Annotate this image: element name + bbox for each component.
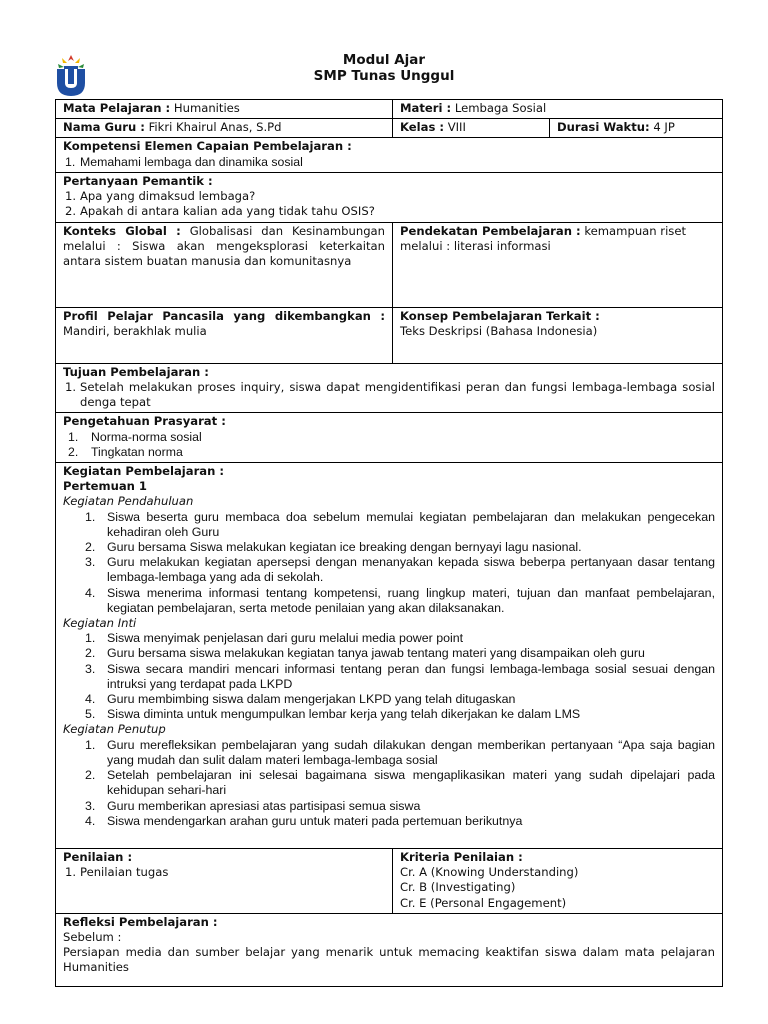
list-item: 1. Norma-norma sosial (68, 429, 202, 444)
kegiatan-label: Kegiatan Pembelajaran : (63, 464, 225, 479)
mapel-value: Humanities (170, 101, 240, 115)
profil-value: Mandiri, berakhlak mulia (63, 324, 207, 339)
konteks-melalui: melalui : Siswa akan mengeksplorasi keterkaitan antara sistem buatan manusia dan komunitasnya (63, 239, 385, 269)
pendekatan-label: Pendekatan Pembelajaran : (400, 223, 581, 238)
inti-list (63, 631, 715, 722)
row-profil (56, 307, 723, 363)
profil-label: Profil Pelajar Pancasila yang dikembangkan : (63, 308, 385, 323)
cell-materi (393, 100, 723, 119)
tujuan-list (63, 380, 715, 410)
cell-kompetensi (56, 138, 723, 172)
list-item: 1. Siswa beserta guru membaca doa sebelum memulai kegiatan pembelajaran dan melakukan pengecekan kehadiran oleh Guru (85, 509, 716, 539)
row-prasyarat (56, 413, 723, 463)
list-item: 3. Guru memberikan apresiasi atas partisipasi semua siswa (85, 798, 421, 813)
pendahuluan-list (63, 510, 715, 616)
cell-guru (56, 119, 393, 138)
cell-pertanyaan (56, 172, 723, 222)
penutup-label: Kegiatan Penutup (63, 722, 166, 737)
pertemuan-label: Pertemuan 1 (63, 479, 147, 494)
konteks-value: Globalisasi dan Kesinambungan (189, 223, 386, 238)
guru-label: Nama Guru : (63, 120, 145, 135)
list-item: 3. Siswa secara mandiri mencari informasi tentang peran dan fungsi lembaga-lembaga sosial sesuai dengan intruksi yang terdapat pada LKPD (85, 661, 716, 691)
pertanyaan-label: Pertanyaan Pemantik : (63, 173, 213, 188)
list-item: 2. Guru bersama Siswa melakukan kegiatan ice breaking dengan bernyayi lagu nasional. (85, 540, 582, 555)
kompetensi-label: Kompetensi Elemen Capaian Pembelajaran : (63, 139, 352, 154)
durasi-label: Durasi Waktu: (557, 120, 650, 135)
refleksi-label: Refleksi Pembelajaran : (63, 914, 218, 929)
list-item: 4. Guru membimbing siswa dalam mengerjakan LKPD yang telah ditugaskan (85, 692, 516, 707)
mapel-label: Mata Pelajaran : (63, 101, 171, 115)
document-header (0, 52, 768, 84)
list-item: 1. Penilaian tugas (65, 865, 169, 880)
cell-kegiatan (56, 463, 723, 849)
refleksi-sebelum: Sebelum : (63, 930, 122, 945)
row-guru (56, 119, 723, 138)
list-item: 1. Memahami lembaga dan dinamika sosial (65, 154, 303, 169)
list-item: 2. Guru bersama siswa melakukan kegiatan tanya jawab tentang materi yang disampaikan oleh guru (85, 646, 645, 661)
kompetensi-list (63, 155, 715, 170)
list-item: 1. Guru merefleksikan pembelajaran yang sudah dilakukan dengan memberikan pertanyaan “Apa saja bagian yang mudah dan sulit dalam materi lembaga-lembaga sosial (85, 737, 716, 767)
tujuan-label: Tujuan Pembelajaran : (63, 364, 209, 379)
list-item: 2. Tingkatan norma (68, 444, 183, 459)
kelas-value: VIII (444, 120, 466, 135)
row-pertanyaan (56, 172, 723, 222)
list-item: 2. Apakah di antara kalian ada yang tidak tahu OSIS? (65, 204, 375, 219)
cell-prasyarat (56, 413, 723, 463)
list-item: 1. Apa yang dimaksud lembaga? (65, 189, 256, 204)
konsep-label: Konsep Pembelajaran Terkait : (400, 308, 600, 323)
konteks-label: Konteks Global : (63, 223, 181, 238)
cell-konsep (393, 307, 723, 363)
row-tujuan (56, 363, 723, 413)
cell-mapel (56, 100, 393, 119)
pendahuluan-label: Kegiatan Pendahuluan (63, 494, 194, 509)
row-konteks (56, 222, 723, 307)
inti-label: Kegiatan Inti (63, 616, 137, 631)
row-refleksi (56, 913, 723, 986)
list-item: 4. Siswa mendengarkan arahan guru untuk materi pada pertemuan berikutnya (85, 813, 523, 828)
pendekatan-melalui: melalui : literasi informasi (400, 239, 551, 254)
list-item: 1. Setelah melakukan proses inquiry, siswa dapat mengidentifikasi peran dan fungsi lembaga-lembaga sosial denga tepat (65, 380, 716, 410)
list-item: 1. Siswa menyimak penjelasan dari guru melalui media power point (85, 631, 464, 646)
kriteria-label: Kriteria Penilaian : (400, 850, 523, 865)
list-item: 5. Siswa diminta untuk mengumpulkan lembar kerja yang telah dikerjakan ke dalam LMS (85, 707, 581, 722)
cell-profil (56, 307, 393, 363)
durasi-value: 4 JP (649, 120, 675, 135)
materi-label: Materi : (400, 101, 452, 115)
header-school-name: SMP Tunas Unggul (313, 68, 455, 84)
list-item: 3. Guru melakukan kegiatan apersepsi dengan menanyakan kepada siswa beberpa pertanyaan dasar tentang lembaga-lembaga yang ada di sekolah. (85, 555, 716, 585)
penilaian-label: Penilaian : (63, 850, 133, 865)
kriteria-item: Cr. A (Knowing Understanding) (400, 865, 579, 880)
cell-tujuan (56, 363, 723, 413)
module-table (55, 99, 723, 987)
row-kompetensi (56, 138, 723, 172)
list-item: 4. Siswa menerima informasi tentang kompetensi, ruang lingkup materi, tujuan dan manfaat pembelajaran, kegiatan pembelajaran, serta metode penilaian yang akan dilaksanakan. (85, 585, 716, 615)
pertanyaan-list (63, 189, 715, 219)
kelas-label: Kelas : (400, 120, 445, 135)
row-mapel (56, 100, 723, 119)
materi-value: Lembaga Sosial (451, 101, 547, 115)
pendekatan-value: kemampuan riset (584, 223, 687, 238)
cell-durasi (550, 119, 723, 138)
cell-penilaian (56, 849, 393, 914)
konsep-value: Teks Deskripsi (Bahasa Indonesia) (400, 324, 598, 339)
prasyarat-label: Pengetahuan Prasyarat : (63, 414, 226, 429)
kriteria-item: Cr. E (Personal Engagement) (400, 895, 567, 910)
cell-konteks (56, 222, 393, 307)
refleksi-text: Persiapan media dan sumber belajar yang menarik untuk memacing keaktifan siswa dalam mata pelajaran Humanities (63, 945, 716, 975)
cell-pendekatan (393, 222, 723, 307)
penilaian-list (63, 865, 385, 880)
cell-refleksi (56, 913, 723, 986)
row-penilaian (56, 849, 723, 914)
penutup-list (63, 738, 715, 829)
prasyarat-list (63, 430, 715, 460)
row-kegiatan (56, 463, 723, 849)
list-item: 2. Setelah pembelajaran ini selesai bagaimana siswa mengaplikasikan materi yang sudah dipelajari pada kehidupan sehari-hari (85, 768, 716, 798)
cell-kelas (393, 119, 550, 138)
cell-kriteria (393, 849, 723, 914)
header-title: Modul Ajar (342, 52, 426, 68)
guru-value: Fikri Khairul Anas, S.Pd (144, 120, 282, 135)
kriteria-item: Cr. B (Investigating) (400, 880, 516, 895)
